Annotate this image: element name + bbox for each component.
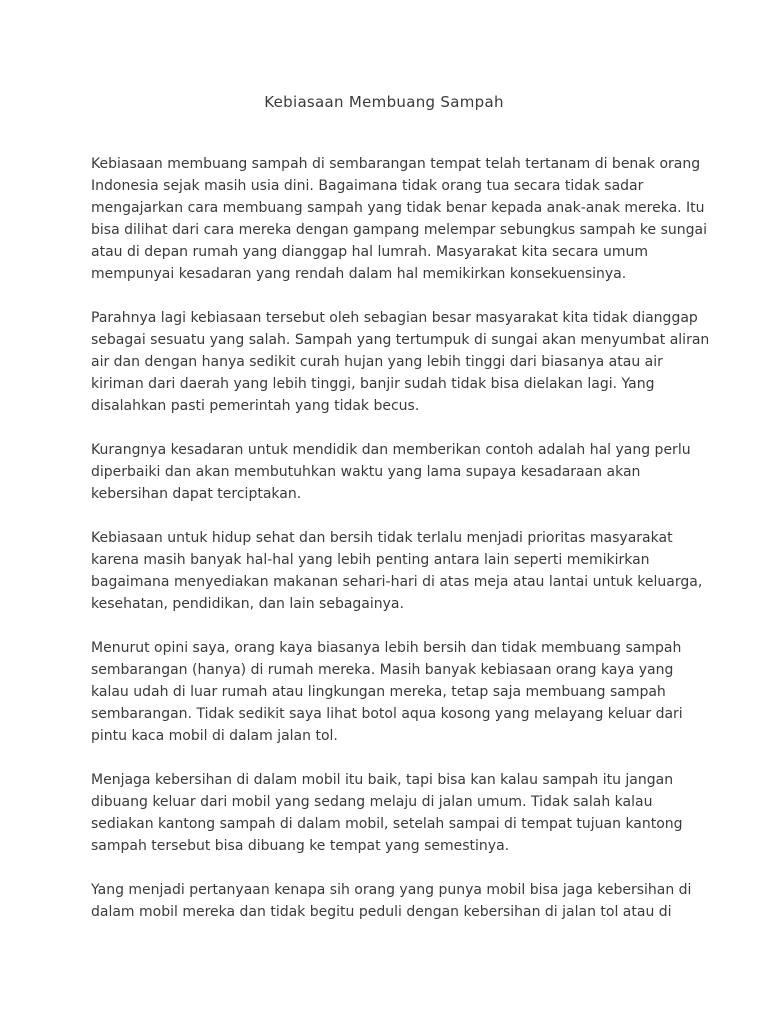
text-line: Kebiasaan untuk hidup sehat dan bersih tidak terlalu menjadi prioritas masyarakat: [91, 530, 673, 546]
text-line: Kebiasaan membuang sampah di sembarangan tempat telah tertanam di benak orang: [91, 156, 701, 172]
paragraph-5: [91, 637, 691, 747]
text-line: Parahnya lagi kebiasaan tersebut oleh sebagian besar masyarakat kita tidak dianggap: [91, 310, 698, 326]
text-line: mempunyai kesadaran yang rendah dalam hal memikirkan konsekuensinya.: [91, 266, 627, 282]
text-line: sediakan kantong sampah di dalam mobil, setelah sampai di tempat tujuan kantong: [91, 816, 683, 832]
text-line: Menurut opini saya, orang kaya biasanya lebih bersih dan tidak membuang sampah: [91, 640, 682, 656]
text-line: pintu kaca mobil di dalam jalan tol.: [91, 728, 338, 744]
text-line: atau di depan rumah yang dianggap hal lumrah. Masyarakat kita secara umum: [91, 244, 648, 260]
text-line: Yang menjadi pertanyaan kenapa sih orang yang punya mobil bisa jaga kebersihan di: [91, 882, 692, 898]
document-body: [91, 153, 710, 945]
text-line: mengajarkan cara membuang sampah yang tidak benar kepada anak-anak mereka. Itu: [91, 200, 705, 216]
text-line: dibuang keluar dari mobil yang sedang melaju di jalan umum. Tidak salah kalau: [91, 794, 653, 810]
text-line: bisa dilihat dari cara mereka dengan gampang melempar sebungkus sampah ke sungai: [91, 222, 707, 238]
paragraph-6: [91, 769, 691, 857]
text-line: bagaimana menyediakan makanan sehari-hari di atas meja atau lantai untuk keluarga,: [91, 574, 703, 590]
text-line: air dan dengan hanya sedikit curah hujan yang lebih tinggi dari biasanya atau air: [91, 354, 663, 370]
text-line: sembarangan. Tidak sedikit saya lihat botol aqua kosong yang melayang keluar dari: [91, 706, 683, 722]
paragraph-2: [91, 307, 710, 417]
text-line: Kurangnya kesadaran untuk mendidik dan memberikan contoh adalah hal yang perlu: [91, 442, 691, 458]
text-line: disalahkan pasti pemerintah yang tidak becus.: [91, 398, 420, 414]
document-title: Kebiasaan Membuang Sampah: [264, 93, 504, 111]
text-line: kalau udah di luar rumah atau lingkungan mereka, tetap saja membuang sampah: [91, 684, 666, 700]
text-line: kesehatan, pendidikan, dan lain sebagainya.: [91, 596, 404, 612]
text-line: kiriman dari daerah yang lebih tinggi, banjir sudah tidak bisa dielakan lagi. Yang: [91, 376, 655, 392]
paragraph-7: [91, 879, 691, 923]
text-line: dalam mobil mereka dan tidak begitu peduli dengan kebersihan di jalan tol atau di: [91, 904, 672, 920]
text-line: Menjaga kebersihan di dalam mobil itu baik, tapi bisa kan kalau sampah itu jangan: [91, 772, 674, 788]
paragraph-3: [91, 439, 691, 505]
text-line: kebersihan dapat terciptakan.: [91, 486, 302, 502]
text-line: Indonesia sejak masih usia dini. Bagaimana tidak orang tua secara tidak sadar: [91, 178, 644, 194]
paragraph-4: [91, 527, 703, 615]
text-line: diperbaiki dan akan membutuhkan waktu yang lama supaya kesadaraan akan: [91, 464, 641, 480]
paragraph-1: [91, 153, 707, 285]
text-line: sebagai sesuatu yang salah. Sampah yang tertumpuk di sungai akan menyumbat aliran: [91, 332, 710, 348]
text-line: sembarangan (hanya) di rumah mereka. Masih banyak kebiasaan orang kaya yang: [91, 662, 674, 678]
text-line: karena masih banyak hal-hal yang lebih penting antara lain seperti memikirkan: [91, 552, 650, 568]
text-line: sampah tersebut bisa dibuang ke tempat yang semestinya.: [91, 838, 510, 854]
